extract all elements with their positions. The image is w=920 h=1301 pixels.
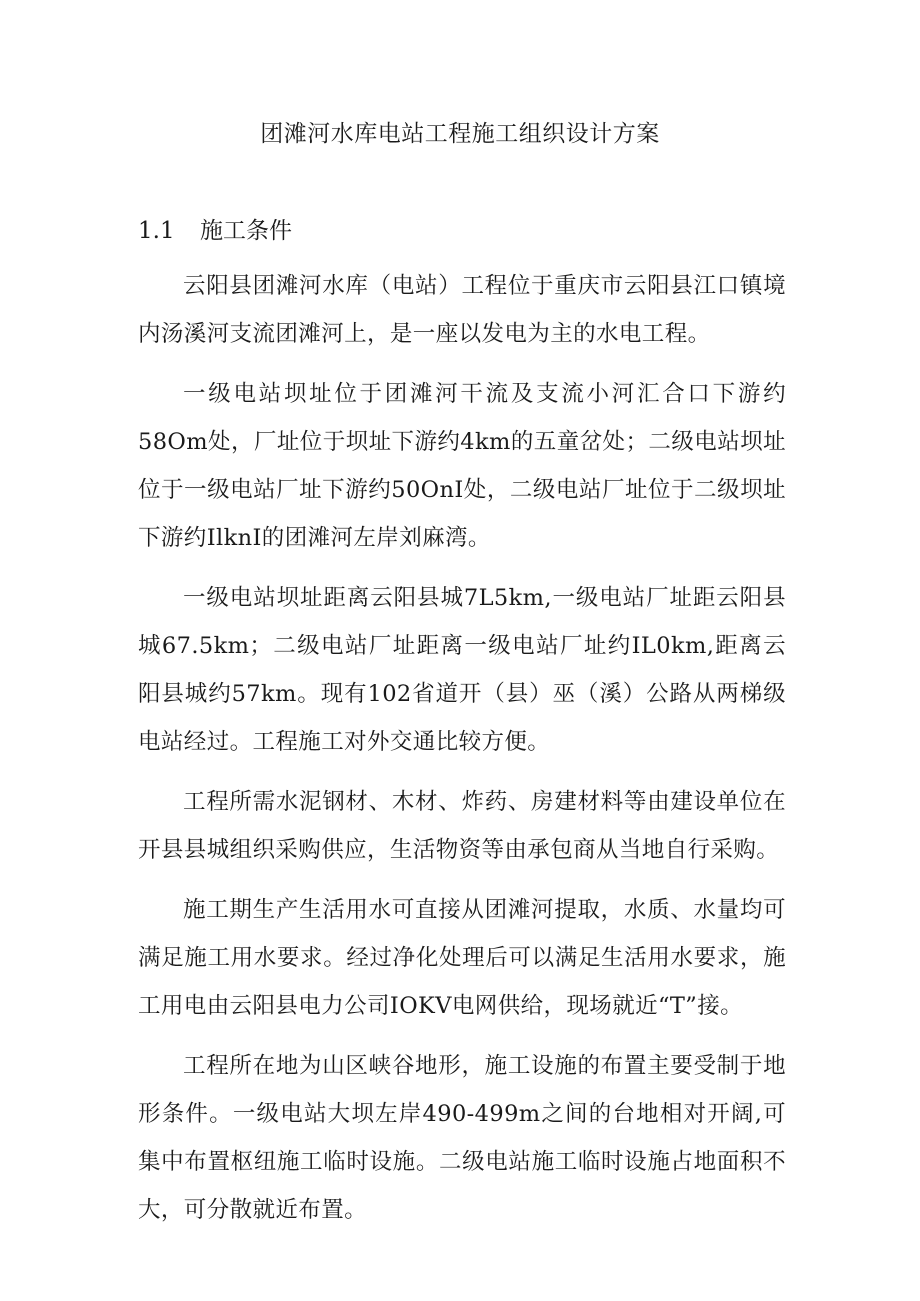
section-number: 1.1 xyxy=(138,218,175,244)
paragraph-water-power: 施工期生产生活用水可直接从团滩河提取，水质、水量均可满足施工用水要求。经过净化处理后可以满足生活用水要求，施工用电由云阳县电力公司IOKV电网供给，现场就近“T”接。 xyxy=(138,897,786,1019)
document-title: 团滩河水库电站工程施工组织设计方案 xyxy=(260,121,660,147)
paragraph-transport: 一级电站坝址距离云阳县城7L5km,一级电站厂址距云阳县城67.5km；二级电站厂址距离一级电站厂址约IL0km,距离云阳县城约57km。现有102省道开（县）巫（溪）公路从两梯级电站经过。工程施工对外交通比较方便。 xyxy=(138,585,786,755)
paragraph-site-positions: 一级电站坝址位于团滩河干流及支流小河汇合口下游约58Om处，厂址位于坝址下游约4km的五童岔处；二级电站坝址位于一级电站厂址下游约50OnI处，二级电站厂址位于二级坝址下游约IlknI的团滩河左岸刘麻湾。 xyxy=(138,381,786,551)
section-heading xyxy=(138,213,292,249)
body-text xyxy=(138,262,786,1246)
paragraph-location: 云阳县团滩河水库（电站）工程位于重庆市云阳县江口镇境内汤溪河支流团滩河上，是一座以发电为主的水电工程。 xyxy=(138,273,786,347)
paragraph-terrain: 工程所在地为山区峡谷地形，施工设施的布置主要受制于地形条件。一级电站大坝左岸490-499m之间的台地相对开阔,可集中布置枢纽施工临时设施。二级电站施工临时设施占地面积不大，可分散就近布置。 xyxy=(138,1053,786,1223)
paragraph-materials: 工程所需水泥钢材、木材、炸药、房建材料等由建设单位在开县县城组织采购供应，生活物资等由承包商从当地自行采购。 xyxy=(138,789,786,863)
section-title: 施工条件 xyxy=(200,218,292,244)
